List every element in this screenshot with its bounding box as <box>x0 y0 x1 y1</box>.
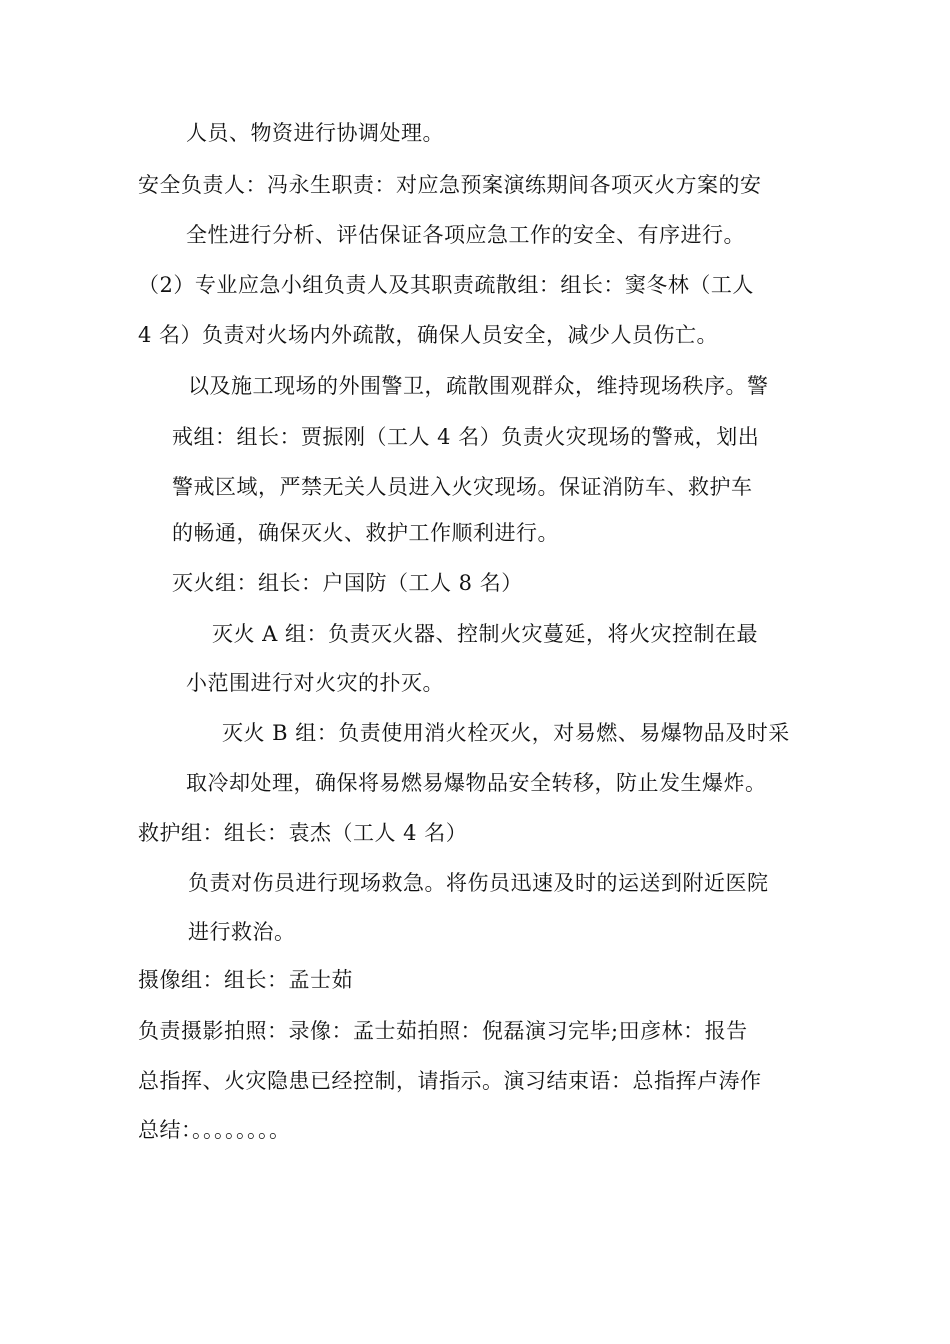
text-line: 取冷却处理，确保将易燃易爆物品安全转移，防止发生爆炸。 <box>186 771 767 795</box>
text-line: 灭火组：组长：户国防（工人 8 名） <box>172 571 523 595</box>
text-line: 小范围进行对火灾的扑灭。 <box>186 671 444 695</box>
text-line: 戒组：组长：贾振刚（工人 4 名）负责火灾现场的警戒，划出 <box>172 425 760 449</box>
text-line: 人员、物资进行协调处理。 <box>186 121 444 145</box>
text-line: 以及施工现场的外围警卫，疏散围观群众，维持现场秩序。警 <box>188 374 769 398</box>
text-line: 负责摄影拍照：录像：孟士茹拍照：倪磊演习完毕;田彦林：报告 <box>138 1019 748 1043</box>
text-line: 摄像组：组长：孟士茹 <box>138 968 353 992</box>
text-line: 4 名）负责对火场内外疏散，确保人员安全，减少人员伤亡。 <box>138 323 719 347</box>
text-line: 的畅通，确保灭火、救护工作顺利进行。 <box>172 521 559 545</box>
text-line: 总指挥、火灾隐患已经控制，请指示。演习结束语：总指挥卢涛作 <box>138 1069 762 1093</box>
text-line: 总结：。。。。。。。。 <box>138 1118 291 1142</box>
text-line: 救护组：组长：袁杰（工人 4 名） <box>138 821 468 845</box>
text-line: 全性进行分析、评估保证各项应急工作的安全、有序进行。 <box>186 223 745 247</box>
text-line: 安全负责人：冯永生职责：对应急预案演练期间各项灭火方案的安 <box>138 173 762 197</box>
text-line: 警戒区域，严禁无关人员进入火灾现场。保证消防车、救护车 <box>172 475 753 499</box>
text-line: 灭火 A 组：负责灭火器、控制火灾蔓延，将火灾控制在最 <box>212 622 759 646</box>
text-line: 进行救治。 <box>188 920 296 944</box>
text-line: 灭火 B 组：负责使用消火栓灭火，对易燃、易爆物品及时采 <box>222 721 790 745</box>
text-line: （2）专业应急小组负责人及其职责疏散组：组长：窦冬林（工人 <box>138 273 754 297</box>
text-line: 负责对伤员进行现场救急。将伤员迅速及时的运送到附近医院 <box>188 871 769 895</box>
